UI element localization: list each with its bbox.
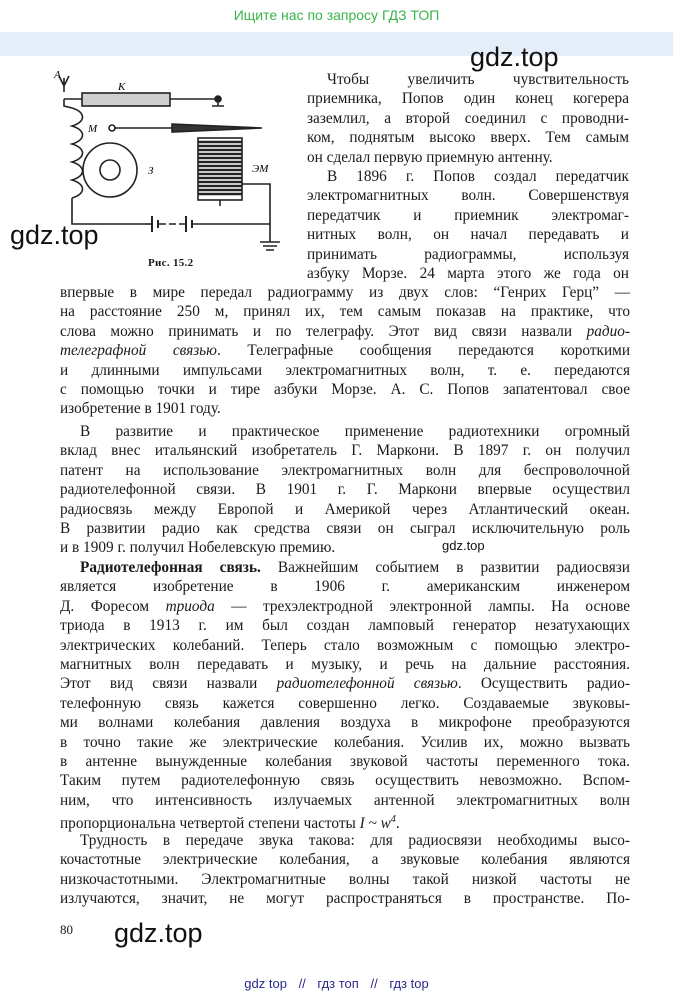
text-fragment: Д. Форесом bbox=[60, 597, 166, 615]
text-line: заземлил, а второй соединил с проводни- bbox=[307, 109, 629, 127]
text-line: Трудность в передаче звука такова: для радиосвязи необходимы высо- bbox=[80, 832, 630, 849]
text-line: и длинными импульсами электромагнитных волн, т. е. передаются bbox=[60, 361, 630, 379]
text-line: триода в 1913 г. им был создан ламповый генератор незатухающих bbox=[60, 617, 630, 635]
circuit-diagram bbox=[52, 66, 300, 276]
term-radiotelephone: радиотелефонной связью bbox=[276, 675, 458, 693]
text-line: изобретение в 1901 году. bbox=[60, 400, 221, 418]
text-fragment: . bbox=[395, 815, 400, 833]
promo-banner[interactable] bbox=[0, 0, 673, 30]
term-triode: триода bbox=[165, 597, 215, 615]
text-line: он сделал первую приемную антенну. bbox=[307, 148, 553, 166]
label-z: З bbox=[148, 165, 154, 177]
text-line: азбуку Морзе. 24 марта этого же года он bbox=[307, 265, 629, 283]
text-line: излучаются, значит, не могут распространяться в пространстве. По- bbox=[60, 890, 630, 908]
watermark-mid: gdz.top bbox=[442, 538, 485, 553]
text-line: в антенне вынужденные колебания звуковой частоты переменного тока. bbox=[60, 753, 630, 771]
text-line bbox=[60, 558, 630, 577]
text-line: В развитие и практическое применение радиотехники огромный bbox=[80, 423, 630, 440]
text-line: телефонную связь кажется совершенно легко. Создаваемые звуковы- bbox=[60, 694, 630, 712]
text-line: нитных волн, он начал передавать и bbox=[307, 226, 629, 244]
text-line: передатчик и приемник электромаг- bbox=[307, 206, 629, 224]
paragraph-difficulty bbox=[60, 831, 630, 909]
paragraph-transmitter bbox=[307, 167, 629, 283]
text-line: вклад внес итальянский изобретатель Г. Маркони. В 1897 г. он получил bbox=[60, 442, 630, 460]
text-line: ком, поднятым высоко вверх. Тем самым bbox=[307, 129, 629, 147]
text-line: Таким путем радиотелефонную связь осуществить невозможно. Вспом- bbox=[60, 772, 630, 790]
figure-caption: Рис. 15.2 bbox=[148, 257, 194, 269]
text-line bbox=[60, 322, 630, 341]
text-line bbox=[60, 674, 630, 693]
promo-text[interactable]: Ищите нас по запросу ГДЗ ТОП bbox=[233, 7, 440, 23]
text-fragment: пропорциональна четвертой степени частоты bbox=[60, 815, 360, 833]
text-line bbox=[60, 341, 630, 360]
text-line: электрических колебаний. Теперь стало возможным с помощью электро- bbox=[60, 636, 630, 654]
text-fragment: . Телеграфные сообщения передаются короткими bbox=[216, 342, 631, 360]
watermark-bottom: gdz.top bbox=[114, 918, 203, 948]
text-line: радиотелефонной связи. В 1901 г. Г. Маркони впервые осуществил bbox=[60, 481, 630, 499]
watermark-left: gdz.top bbox=[10, 220, 99, 250]
paragraph-radiotelephone bbox=[60, 558, 630, 834]
text-line bbox=[60, 597, 630, 616]
text-fragment: Этот вид связи назвали bbox=[60, 675, 277, 693]
text-line: впервые в мире передал радиограмму из двух слов: “Генрих Герц” — bbox=[60, 284, 630, 301]
paragraph-telegraph bbox=[60, 283, 630, 419]
footer-link[interactable]: gdz top bbox=[244, 976, 287, 991]
text-line: ми волнами колебания давления воздуха в микрофоне преобразуются bbox=[60, 714, 630, 732]
text-line: В 1896 г. Попов создал передатчик bbox=[327, 168, 629, 185]
text-line: В развитии радио как средства связи он сыграл исключительную роль bbox=[60, 520, 630, 538]
text-line: на расстояние 250 м, принял их, тем самым показав на практике, что bbox=[60, 303, 630, 321]
text-fragment: — трехэлектродной электронной лампы. На основе bbox=[214, 597, 630, 615]
text-line: и в 1909 г. получил Нобелевскую премию. bbox=[60, 539, 336, 557]
text-line: магнитных волн передавать и музыку, и речь на дальние расстояния. bbox=[60, 656, 630, 674]
text-line: патент на использование электромагнитных волн для беспроволочной bbox=[60, 461, 630, 479]
text-fragment: слова можно принимать и по телеграфу. Этот вид связи назвали bbox=[60, 322, 573, 340]
text-line: электромагнитных волн. Совершенствуя bbox=[307, 187, 629, 205]
text-line: ним, что интенсивность излучаемых антенной электромагнитных волн bbox=[60, 791, 630, 809]
text-line: с помощью точки и тире азбуки Морзе. А. С. Попов запатентовал свое bbox=[60, 381, 630, 399]
footer-separator: // bbox=[298, 976, 306, 991]
formula bbox=[360, 815, 396, 832]
text-fragment: Важнейшим событием в развитии радиосвязи bbox=[260, 559, 630, 576]
header-band bbox=[0, 32, 673, 56]
paragraph-marconi bbox=[60, 422, 630, 558]
term-radio-prefix: радио- bbox=[586, 322, 630, 340]
page-number: 80 bbox=[60, 922, 73, 937]
label-em: ЭМ bbox=[252, 163, 269, 175]
text-line: Чтобы увеличить чувствительность bbox=[327, 71, 629, 88]
text-line: радиосвязь между Европой и Америкой через Атлантический океан. bbox=[60, 500, 630, 518]
label-m: М bbox=[88, 123, 98, 135]
footer-separator: // bbox=[370, 976, 378, 991]
footer-link[interactable]: гдз top bbox=[389, 976, 429, 991]
text-fragment: . Осуществить радио- bbox=[457, 675, 630, 693]
paragraph-antenna bbox=[307, 70, 629, 167]
label-a: А bbox=[54, 69, 61, 81]
text-line: в точно такие же электрические колебания. Усилив их, можно вызвать bbox=[60, 733, 630, 751]
label-k: К bbox=[118, 81, 126, 93]
text-line: приемника, Попов один конец когерера bbox=[307, 90, 629, 108]
watermark-top-right: gdz.top bbox=[470, 42, 559, 72]
section-heading: Радиотелефонная связь. bbox=[80, 559, 261, 576]
footer-links bbox=[0, 976, 673, 991]
formula-exponent: 4 bbox=[390, 814, 396, 826]
footer-link[interactable]: гдз топ bbox=[317, 976, 359, 991]
text-line: кочастотные электрические колебания, а звуковые колебания являются bbox=[60, 851, 630, 869]
text-line: является изобретение в 1906 г. американским инженером bbox=[60, 578, 630, 596]
text-line: низкочастотными. Электромагнитные волны такой низкой частоты не bbox=[60, 870, 630, 888]
formula-body: I ~ w bbox=[359, 815, 391, 833]
text-line: принимать радиограммы, используя bbox=[307, 245, 629, 263]
term-telegraph: телеграфной связью bbox=[60, 342, 217, 360]
